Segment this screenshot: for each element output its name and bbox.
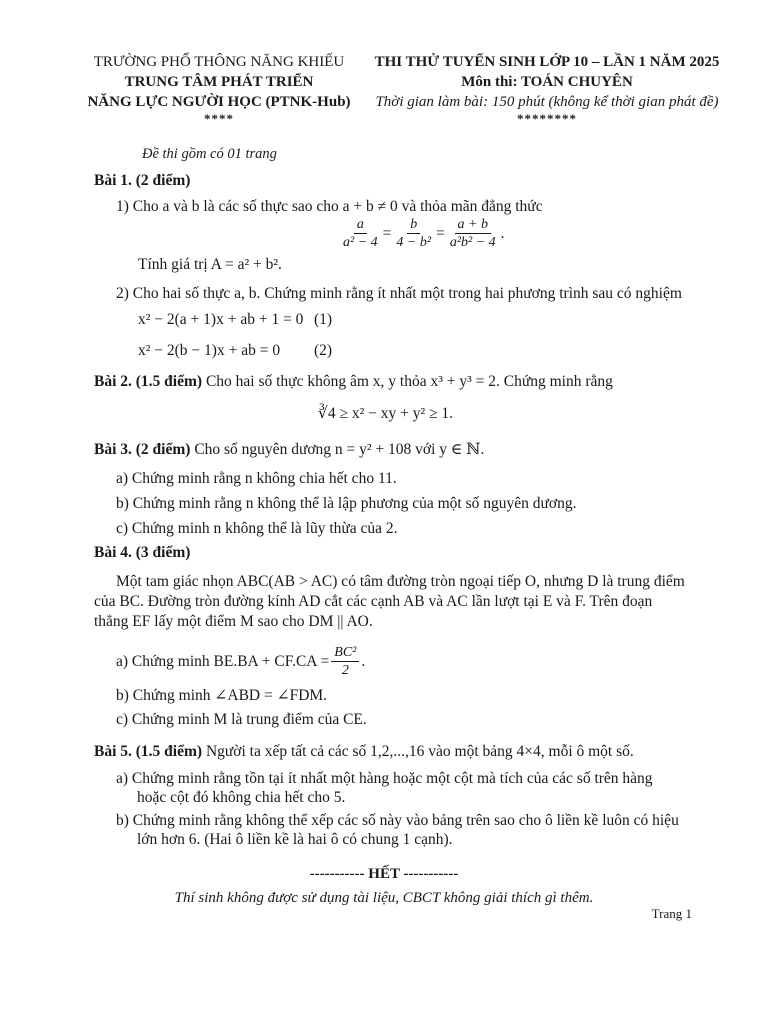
school-name: TRƯỜNG PHỔ THÔNG NĂNG KHIẾU bbox=[93, 54, 345, 70]
bai1-equation-1-label: (1) bbox=[314, 311, 333, 328]
footer-note: Thí sinh không được sử dụng tài liệu, CBCT không giải thích gì thêm. bbox=[174, 890, 594, 906]
bai3-part-a: a) Chứng minh rằng n không chia hết cho 11. bbox=[116, 470, 397, 487]
bai5-part-b-line1: b) Chứng minh rằng không thể xếp các số này vào bảng trên sao cho ô liền kề luôn có hiệu bbox=[116, 812, 679, 829]
end-marker: ----------- HẾT ----------- bbox=[309, 866, 459, 882]
subject-value: TOÁN CHUYÊN bbox=[520, 74, 633, 90]
bai5-part-b-line2: lớn hơn 6. (Hai ô liền kề là hai ô có chung 1 cạnh). bbox=[137, 831, 453, 848]
center-name: TRUNG TÂM PHÁT TRIỂN bbox=[124, 74, 314, 90]
bai4-part-b: b) Chứng minh ∠ABD = ∠FDM. bbox=[116, 687, 328, 704]
fraction-1: $\frac{a}{\text{a² − 4}}$ bbox=[343, 217, 378, 250]
exam-subject bbox=[362, 72, 732, 92]
bai5-part-a-line1: a) Chứng minh rằng tồn tại ít nhất một hàng hoặc một cột mà tích của các số trên hàng bbox=[116, 770, 653, 787]
bai2-text: Cho hai số thực không âm x, y thỏa x³ + y³ = 2. Chứng minh rằng bbox=[205, 373, 613, 390]
bai3-part-b: b) Chứng minh rằng n không thể là lập phương của một số nguyên dương. bbox=[116, 495, 577, 512]
bai2-line bbox=[94, 373, 613, 391]
bai3-line bbox=[94, 440, 484, 459]
fraction-3: $\frac{a + b}{\text{a²b² − 4}}$ bbox=[449, 217, 496, 250]
bai5-text: Người ta xếp tất cả các số 1,2,...,16 vào một bảng 4×4, mỗi ô một số. bbox=[205, 743, 634, 760]
school-header bbox=[74, 52, 364, 126]
bai1-title: Bài 1. (2 điểm) bbox=[94, 172, 191, 189]
bai4-text-line3: thẳng EF lấy một điểm M sao cho DM || AO. bbox=[94, 613, 373, 630]
bai5-part-a-line2: hoặc cột đó không chia hết cho 5. bbox=[137, 789, 346, 806]
bai1-equation-2: x² − 2(b − 1)x + ab = 0 bbox=[138, 342, 281, 359]
bai1-equation-1: x² − 2(a + 1)x + ab + 1 = 0 bbox=[138, 311, 304, 328]
exam-header bbox=[362, 52, 732, 126]
bai3-text: Cho số nguyên dương n = y² + 108 với y ∈ ℕ. bbox=[194, 441, 485, 458]
exam-duration: Thời gian làm bài: 150 phút (không kể thời gian phát đề) bbox=[375, 94, 719, 110]
bai3-part-c: c) Chứng minh n không thể là lũy thừa của 2. bbox=[116, 520, 398, 537]
bai5-line bbox=[94, 743, 634, 761]
bai2-title: Bài 2. (1.5 điểm) bbox=[94, 373, 203, 390]
subject-label: Môn thi: bbox=[461, 74, 518, 90]
header-right-stars: ******** bbox=[517, 111, 577, 126]
bai3-title: Bài 3. (2 điểm) bbox=[94, 441, 191, 458]
fraction-2: $\frac{b}{\text{4 − b²}}$ bbox=[396, 217, 432, 250]
bai4-part-a: a) Chứng minh BE.BA + CF.CA = $\frac{\text{BC²}}{2}$ . bbox=[116, 645, 366, 678]
exam-title: THI THỬ TUYỂN SINH LỚP 10 – LẦN 1 NĂM 2025 bbox=[374, 54, 720, 70]
bai4-part-c: c) Chứng minh M là trung điểm của CE. bbox=[116, 711, 367, 728]
header-left-stars: **** bbox=[204, 111, 234, 126]
bai1-part2-text: 2) Cho hai số thực a, b. Chứng minh rằng ít nhất một trong hai phương trình sau có nghiệm bbox=[116, 285, 682, 302]
center-name-line2: NĂNG LỰC NGƯỜI HỌC (PTNK-Hub) bbox=[87, 94, 351, 110]
bai2-inequality: ∛4 ≥ x² − xy + y² ≥ 1. bbox=[318, 405, 454, 422]
bai1-part1-text: 1) Cho a và b là các số thực sao cho a + b ≠ 0 và thỏa mãn đẳng thức bbox=[116, 198, 543, 215]
bai5-title: Bài 5. (1.5 điểm) bbox=[94, 743, 203, 760]
bai1-equation-2-label: (2) bbox=[314, 342, 333, 359]
bai1-part1-question: Tính giá trị A = a² + b². bbox=[138, 256, 282, 273]
page-count-note: Đề thi gồm có 01 trang bbox=[142, 146, 277, 162]
bai1-equation: $\frac{a}{\text{a² − 4}}$ = $\frac{b}{\text{4 − b²}}$ = $\frac{a + b}{\text{a²b² − 4}}$ . bbox=[338, 216, 505, 251]
bai4-title: Bài 4. (3 điểm) bbox=[94, 544, 191, 561]
fraction-bc-squared: $\frac{\text{BC²}}{2}$ bbox=[331, 644, 359, 679]
bai4-part-a-text: a) Chứng minh BE.BA + CF.CA = bbox=[116, 652, 330, 670]
bai4-text-line2: của BC. Đường tròn đường kính AD cắt các cạnh AB và AC lần lượt tại E và F. Trên đoạn bbox=[94, 593, 653, 610]
page-number: Trang 1 bbox=[651, 906, 692, 921]
bai4-text-line1: Một tam giác nhọn ABC(AB > AC) có tâm đường tròn ngoại tiếp O, nhưng D là trung điểm bbox=[116, 573, 685, 590]
